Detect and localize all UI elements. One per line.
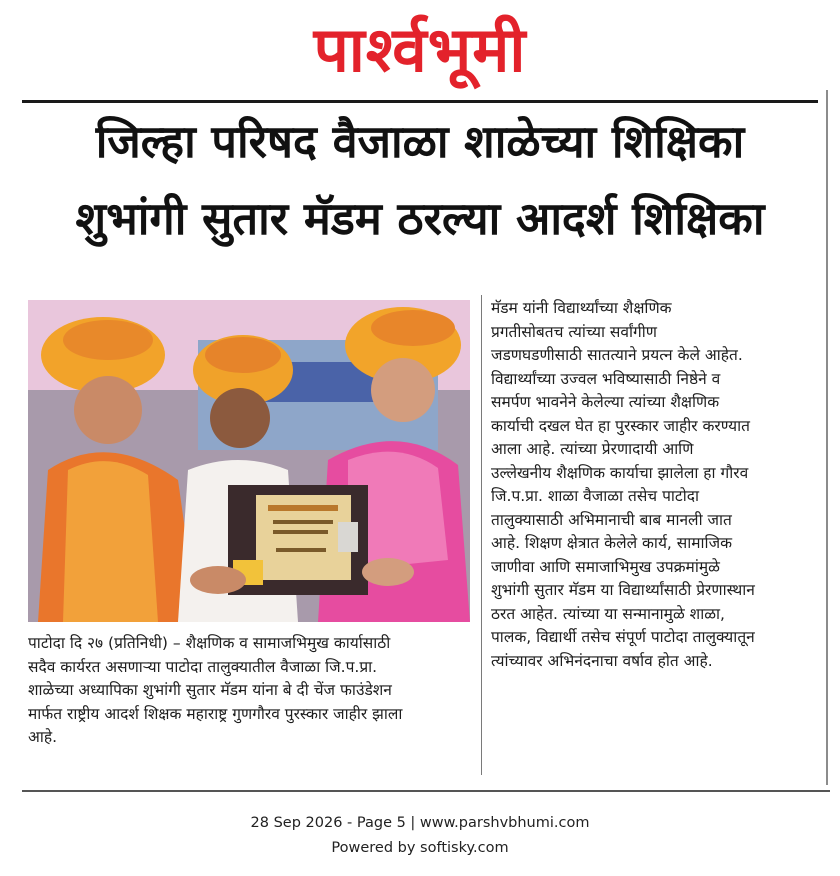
article-line: उल्लेखनीय शैक्षणिक कार्याचा झालेला हा गौरव — [491, 463, 749, 482]
footer-rule — [22, 790, 830, 792]
article-line: आहे. — [28, 728, 57, 746]
article-line: शुभांगी सुतार मॅडम या विद्यार्थ्यांसाठी प्रेरणास्थान — [491, 581, 755, 599]
article-right-column — [491, 297, 809, 673]
article-line: तालुक्यासाठी अभिमानाची बाब मानली जात — [491, 510, 732, 529]
article-line: जाणीवा आणि समाजाभिमुख उपक्रमांमुळे — [491, 557, 720, 576]
article-line: प्रगतीसोबतच त्यांच्या सर्वांगीण — [491, 322, 657, 341]
article-line: ठरत आहेत. त्यांच्या या सन्मानामुळे शाळा, — [491, 604, 725, 623]
article-line: जडणघडणीसाठी सातत्याने प्रयत्न केले आहेत. — [491, 346, 743, 364]
article-line: जि.प.प्रा. शाळा वैजाळा तसेच पाटोदा — [491, 487, 699, 505]
header-rule — [22, 100, 818, 103]
article-line: सदैव कार्यरत असणाऱ्या पाटोदा तालुक्यातील वैजाळा जि.प.प्रा. — [28, 657, 378, 676]
article-line: शाळेच्या अध्यापिका शुभांगी सुतार मॅडम यांना बे दी चेंज फाउंडेशन — [28, 681, 392, 699]
article-line: आला आहे. त्यांच्या प्रेरणादायी आणि — [491, 440, 694, 458]
article-line: आहे. शिक्षण क्षेत्रात केलेले कार्य, सामाजिक — [491, 534, 732, 552]
article-line: विद्यार्थ्यांच्या उज्वल भविष्यासाठी निष्ठेने व — [491, 369, 721, 388]
newspaper-logo: पार्श्वभूमी — [313, 13, 527, 86]
footer-page-info: 28 Sep 2026 - Page 5 | www.parshvbhumi.com — [250, 815, 590, 831]
page-edge-rule — [826, 90, 828, 785]
award-ceremony-photo-icon — [28, 300, 470, 622]
footer-powered-by: Powered by softisky.com — [331, 840, 509, 856]
article-line: मार्फत राष्ट्रीय आदर्श शिक्षक महाराष्ट्र गुणगौरव पुरस्कार जाहीर झाला — [28, 704, 403, 723]
article-line: पाटोदा दि २७ (प्रतिनिधी) – शैक्षणिक व सामाजभिमुख कार्यासाठी — [28, 634, 391, 652]
article-line: कार्याची दखल घेत हा पुरस्कार जाहीर करण्यात — [491, 416, 750, 435]
column-divider — [481, 295, 482, 775]
article-line: मॅडम यांनी विद्यार्थ्यांच्या शैक्षणिक — [491, 299, 672, 317]
article-line: समर्पण भावनेने केलेल्या त्यांच्या शैक्षणिक — [491, 393, 720, 411]
masthead — [0, 0, 840, 108]
headline-line-2: शुभांगी सुतार मॅडम ठरल्या आदर्श शिक्षिका — [75, 192, 765, 245]
article-line: त्यांच्यावर अभिनंदनाचा वर्षाव होत आहे. — [491, 651, 713, 670]
article-line: पालक, विद्यार्थी तसेच संपूर्ण पाटोदा तालुक्यातून — [491, 628, 755, 646]
article-left-column — [28, 632, 473, 750]
headline-line-1: जिल्हा परिषद वैजाळा शाळेच्या शिक्षिका — [95, 115, 745, 168]
